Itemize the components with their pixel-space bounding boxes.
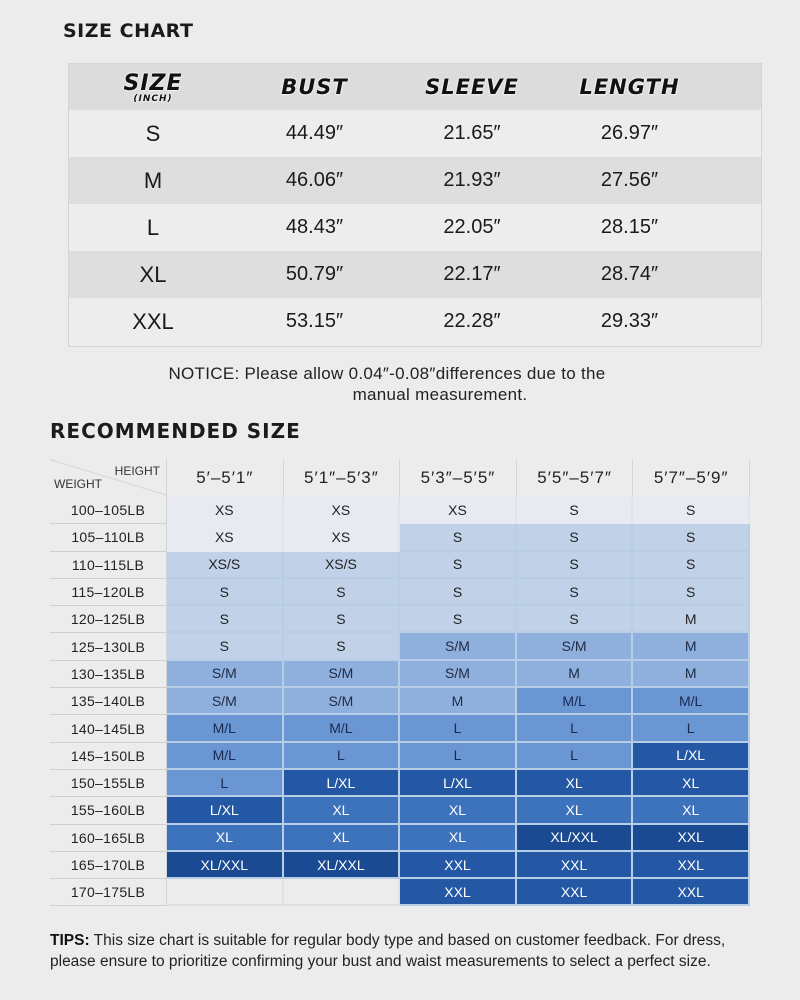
height-column-header: 5′1″–5′3″ <box>284 459 401 497</box>
recommended-size-cell: S <box>517 524 634 551</box>
tips-label: TIPS: <box>50 932 90 949</box>
recommended-size-cell: XS/S <box>284 552 401 579</box>
weight-row-label: 105–110LB <box>50 524 167 551</box>
recommended-row <box>50 552 750 579</box>
weight-row-label: 170–175LB <box>50 879 167 906</box>
recommended-size-cell: S <box>517 579 634 606</box>
recommended-size-cell: S <box>284 579 401 606</box>
recommended-row <box>50 797 750 824</box>
corner-header: HEIGHT WEIGHT <box>50 459 167 497</box>
weight-row-label: 100–105LB <box>50 497 167 524</box>
weight-row-label: 155–160LB <box>50 797 167 824</box>
header-sleeve: SLEEVE <box>425 75 519 99</box>
recommended-size-cell: XS <box>167 524 284 551</box>
recommended-size-cell: S <box>167 579 284 606</box>
size-chart-row <box>69 110 761 157</box>
recommended-size-cell: XXL <box>400 852 517 879</box>
size-chart-header-row <box>69 64 761 110</box>
recommended-size-cell: S <box>633 552 750 579</box>
recommended-size-cell: S <box>167 633 284 660</box>
recommended-row <box>50 524 750 551</box>
recommended-size-cell: XL <box>517 797 634 824</box>
weight-row-label: 150–155LB <box>50 770 167 797</box>
size-chart-cell: M <box>143 167 163 193</box>
recommended-size-cell: S <box>167 606 284 633</box>
recommended-size-cell: S/M <box>284 688 401 715</box>
size-chart-cell: 22.05″ <box>443 216 501 238</box>
recommended-size-cell: L/XL <box>167 797 284 824</box>
recommended-size-cell <box>167 879 284 906</box>
weight-row-label: 140–145LB <box>50 715 167 742</box>
recommended-size-cell: S <box>633 524 750 551</box>
size-chart-row <box>69 251 761 298</box>
weight-row-label: 135–140LB <box>50 688 167 715</box>
size-chart-cell: 46.06″ <box>285 169 344 191</box>
recommended-size-cell: S <box>284 606 401 633</box>
recommended-size-cell: S/M <box>400 633 517 660</box>
size-chart-cell: 28.74″ <box>600 263 659 285</box>
recommended-size-cell: XL <box>284 825 401 852</box>
height-column-header: 5′–5′1″ <box>167 459 284 497</box>
recommended-size-cell: L/XL <box>400 770 517 797</box>
weight-row-label: 115–120LB <box>50 579 167 606</box>
recommended-size-cell <box>284 879 401 906</box>
size-chart-cell: 21.65″ <box>443 122 501 144</box>
size-chart-cell: XL <box>139 261 167 287</box>
size-chart-cell: 21.93″ <box>443 169 501 191</box>
recommended-row <box>50 579 750 606</box>
recommended-size-cell: S <box>400 552 517 579</box>
recommended-row <box>50 852 750 879</box>
recommended-size-cell: S <box>633 497 750 524</box>
size-chart-cell: 27.56″ <box>600 169 659 191</box>
recommended-row <box>50 688 750 715</box>
size-chart-cell: 26.97″ <box>600 122 659 144</box>
recommended-row <box>50 879 750 906</box>
weight-row-label: 160–165LB <box>50 825 167 852</box>
recommended-size-cell: M/L <box>167 715 284 742</box>
recommended-size-cell: L <box>517 715 634 742</box>
recommended-size-cell: XL <box>400 825 517 852</box>
size-chart-cell: S <box>145 120 161 146</box>
recommended-size-cell: XXL <box>400 879 517 906</box>
recommended-size-cell: S/M <box>284 661 401 688</box>
recommended-row <box>50 606 750 633</box>
recommended-size-cell: XS <box>167 497 284 524</box>
recommended-size-cell: XS <box>284 497 401 524</box>
recommended-size-cell: XL <box>633 770 750 797</box>
size-chart-cell: 44.49″ <box>285 122 344 144</box>
recommended-row <box>50 770 750 797</box>
recommended-size-table <box>50 459 750 906</box>
header-bust: BUST <box>281 75 348 99</box>
notice-label: NOTICE: <box>168 364 240 383</box>
height-column-header: 5′7″–5′9″ <box>633 459 750 497</box>
recommended-size-cell: XXL <box>633 852 750 879</box>
recommended-size-cell: M <box>633 606 750 633</box>
weight-row-label: 130–135LB <box>50 661 167 688</box>
size-unit: (INCH) <box>133 93 173 104</box>
recommended-row <box>50 743 750 770</box>
recommended-size-cell: XL <box>633 797 750 824</box>
size-chart-cell: 53.15″ <box>285 310 344 332</box>
recommended-size-cell: L <box>400 743 517 770</box>
size-chart-cell: 28.15″ <box>600 216 659 238</box>
size-chart-row <box>69 298 761 345</box>
size-chart-cell: 29.33″ <box>600 310 659 332</box>
size-chart-cell: 48.43″ <box>285 216 344 238</box>
recommended-size-cell: M/L <box>167 743 284 770</box>
recommended-size-cell: XS <box>400 497 517 524</box>
recommended-size-cell: S <box>284 633 401 660</box>
recommended-row <box>50 715 750 742</box>
recommended-row <box>50 633 750 660</box>
recommended-size-cell: S <box>517 552 634 579</box>
size-chart-cell: XXL <box>132 308 174 334</box>
recommended-size-cell: S <box>633 579 750 606</box>
size-chart-row <box>69 204 761 251</box>
weight-row-label: 120–125LB <box>50 606 167 633</box>
recommended-size-cell: S <box>400 606 517 633</box>
recommended-size-cell: S/M <box>167 688 284 715</box>
recommended-size-cell: XL <box>284 797 401 824</box>
recommended-size-cell: S/M <box>517 633 634 660</box>
recommended-size-cell: S <box>400 579 517 606</box>
weight-row-label: 110–115LB <box>50 552 167 579</box>
size-chart-cell: 50.79″ <box>285 263 344 285</box>
recommended-size-cell: XS/S <box>167 552 284 579</box>
recommended-size-title: RECOMMENDED SIZE <box>50 419 301 443</box>
recommended-size-cell: XL <box>517 770 634 797</box>
recommended-size-cell: L <box>284 743 401 770</box>
recommended-size-cell: S <box>517 497 634 524</box>
recommended-size-cell: XL/XXL <box>284 852 401 879</box>
size-chart-cell: L <box>146 214 160 240</box>
recommended-size-cell: L <box>167 770 284 797</box>
recommended-row <box>50 825 750 852</box>
recommended-size-cell: XXL <box>517 852 634 879</box>
recommended-size-cell: S <box>517 606 634 633</box>
recommended-size-cell: S/M <box>167 661 284 688</box>
tips-text: TIPS: This size chart is suitable for regular body type and based on customer feedback. For dress, please ensure to prioritize confirming your bust and waist measurements to select a perfect size. <box>50 932 726 970</box>
recommended-row <box>50 497 750 524</box>
size-chart-cell: 22.28″ <box>443 310 501 332</box>
recommended-size-cell: XXL <box>517 879 634 906</box>
recommended-size-cell: M/L <box>284 715 401 742</box>
recommended-size-cell: M <box>400 688 517 715</box>
notice-text: NOTICE: Please allow 0.04″-0.08″differences due to the manual measurement. <box>168 364 606 404</box>
recommended-size-cell: XS <box>284 524 401 551</box>
recommended-size-cell: S/M <box>400 661 517 688</box>
size-chart-cell: 22.17″ <box>443 263 501 285</box>
recommended-size-cell: XXL <box>633 825 750 852</box>
recommended-size-cell: L <box>400 715 517 742</box>
height-column-header: 5′5″–5′7″ <box>517 459 634 497</box>
header-size: SIZE (INCH) <box>69 71 237 104</box>
recommended-size-cell: XL/XXL <box>167 852 284 879</box>
recommended-header-row <box>50 459 750 497</box>
recommended-size-cell: S <box>400 524 517 551</box>
weight-row-label: 165–170LB <box>50 852 167 879</box>
recommended-size-cell: M <box>517 661 634 688</box>
weight-row-label: 145–150LB <box>50 743 167 770</box>
header-length: LENGTH <box>579 75 680 99</box>
size-chart-table <box>68 63 762 347</box>
recommended-size-cell: XL/XXL <box>517 825 634 852</box>
weight-row-label: 125–130LB <box>50 633 167 660</box>
recommended-size-cell: XL <box>167 825 284 852</box>
recommended-size-cell: M/L <box>517 688 634 715</box>
recommended-size-cell: XXL <box>633 879 750 906</box>
size-chart-row <box>69 157 761 204</box>
recommended-size-cell: M <box>633 633 750 660</box>
recommended-size-cell: XL <box>400 797 517 824</box>
recommended-size-cell: M <box>633 661 750 688</box>
height-column-header: 5′3″–5′5″ <box>400 459 517 497</box>
recommended-size-cell: M/L <box>633 688 750 715</box>
recommended-size-cell: L/XL <box>633 743 750 770</box>
recommended-row <box>50 661 750 688</box>
recommended-size-cell: L <box>517 743 634 770</box>
size-chart-title: SIZE CHART <box>63 20 194 42</box>
recommended-size-cell: L <box>633 715 750 742</box>
recommended-size-cell: L/XL <box>284 770 401 797</box>
